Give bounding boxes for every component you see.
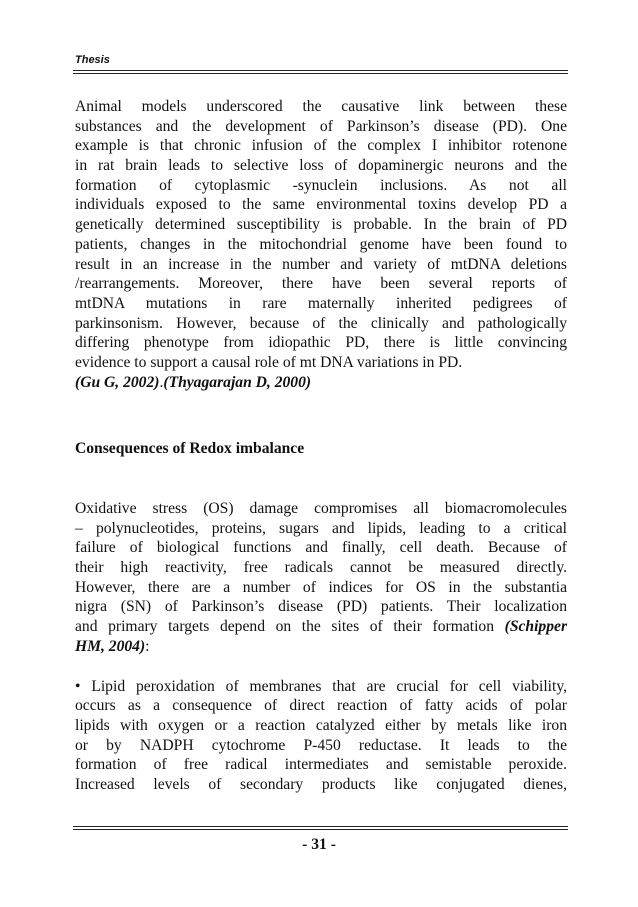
text-line: Oxidative stress (OS) damage compromises all biomacromolecules: [75, 500, 567, 518]
text-line: substances and the development of Parkinson’s disease (PD). One: [75, 117, 567, 135]
page-number: - 31 -: [302, 836, 336, 853]
page-body: [75, 97, 567, 795]
citation: HM, 2004): [75, 637, 146, 655]
text-line: mtDNA mutations in rare maternally inherited pedigrees of: [75, 294, 567, 312]
text-line: [75, 637, 567, 657]
text-line: lipids with oxygen or a reaction catalyzed either by metals like iron: [75, 716, 567, 734]
text-line: occurs as a consequence of direct reaction of fatty acids of polar: [75, 697, 567, 715]
text-line: patients, changes in the mitochondrial genome have been found to: [75, 235, 567, 253]
header-rule: [73, 73, 568, 74]
text-line: example is that chronic infusion of the complex I inhibitor rotenone: [75, 137, 567, 155]
citation: (Gu G, 2002): [75, 373, 160, 391]
citation: (Thyagarajan D, 2000): [163, 373, 312, 391]
section-heading: Consequences of Redox imbalance: [75, 440, 305, 458]
bullet-lipid-peroxidation: [75, 677, 567, 795]
text-line: individuals exposed to the same environmental toxins develop PD a: [75, 196, 567, 214]
citation: (Schipper: [504, 618, 568, 636]
text-line: However, there are a number of indices for OS in the substantia: [75, 578, 567, 596]
text-line: [75, 617, 567, 637]
text-line: failure of biological functions and finally, cell death. Because of: [75, 539, 567, 557]
header-rule: [73, 70, 568, 71]
paragraph-oxidative-stress: [75, 499, 567, 657]
text-line: in rat brain leads to selective loss of dopaminergic neurons and the: [75, 157, 567, 175]
text-line: or by NADPH cytochrome P-450 reductase. It leads to the: [75, 736, 567, 754]
text-line: – polynucleotides, proteins, sugars and lipids, leading to a critical: [75, 519, 567, 537]
text-line: nigra (SN) of Parkinson’s disease (PD) patients. Their localization: [75, 598, 567, 616]
text-line: genetically determined susceptibility is probable. In the brain of PD: [75, 216, 567, 234]
text-line: • Lipid peroxidation of membranes that are crucial for cell viability,: [75, 677, 567, 695]
footer-rule: [73, 829, 568, 830]
text-line: differing phenotype from idiopathic PD, there is little convincing: [75, 334, 567, 352]
text-line: formation of free radical intermediates and semistable peroxide.: [75, 756, 567, 774]
text-line: parkinsonism. However, because of the clinically and pathologically: [75, 314, 567, 332]
citation-line: [75, 373, 567, 393]
text-line: result in an increase in the number and variety of mtDNA deletions: [75, 255, 567, 273]
text-line: /rearrangements. Moreover, there have been several reports of: [75, 275, 567, 293]
paragraph-animal-models: [75, 97, 567, 392]
text-line: evidence to support a causal role of mt DNA variations in PD.: [75, 353, 463, 371]
text-line: Increased levels of secondary products like conjugated dienes,: [75, 775, 567, 793]
line-text: and primary targets depend on the sites of their formation: [75, 618, 495, 636]
text-line: their high reactivity, free radicals cannot be measured directly.: [75, 559, 567, 577]
citation-separator: .: [159, 373, 164, 391]
text-line: Animal models underscored the causative link between these: [75, 98, 567, 115]
running-header-title: Thesis: [75, 54, 110, 66]
footer-rule: [73, 826, 568, 827]
trailing-punctuation: :: [145, 637, 150, 655]
text-line: formation of cytoplasmic -synuclein inclusions. As not all: [75, 176, 567, 194]
